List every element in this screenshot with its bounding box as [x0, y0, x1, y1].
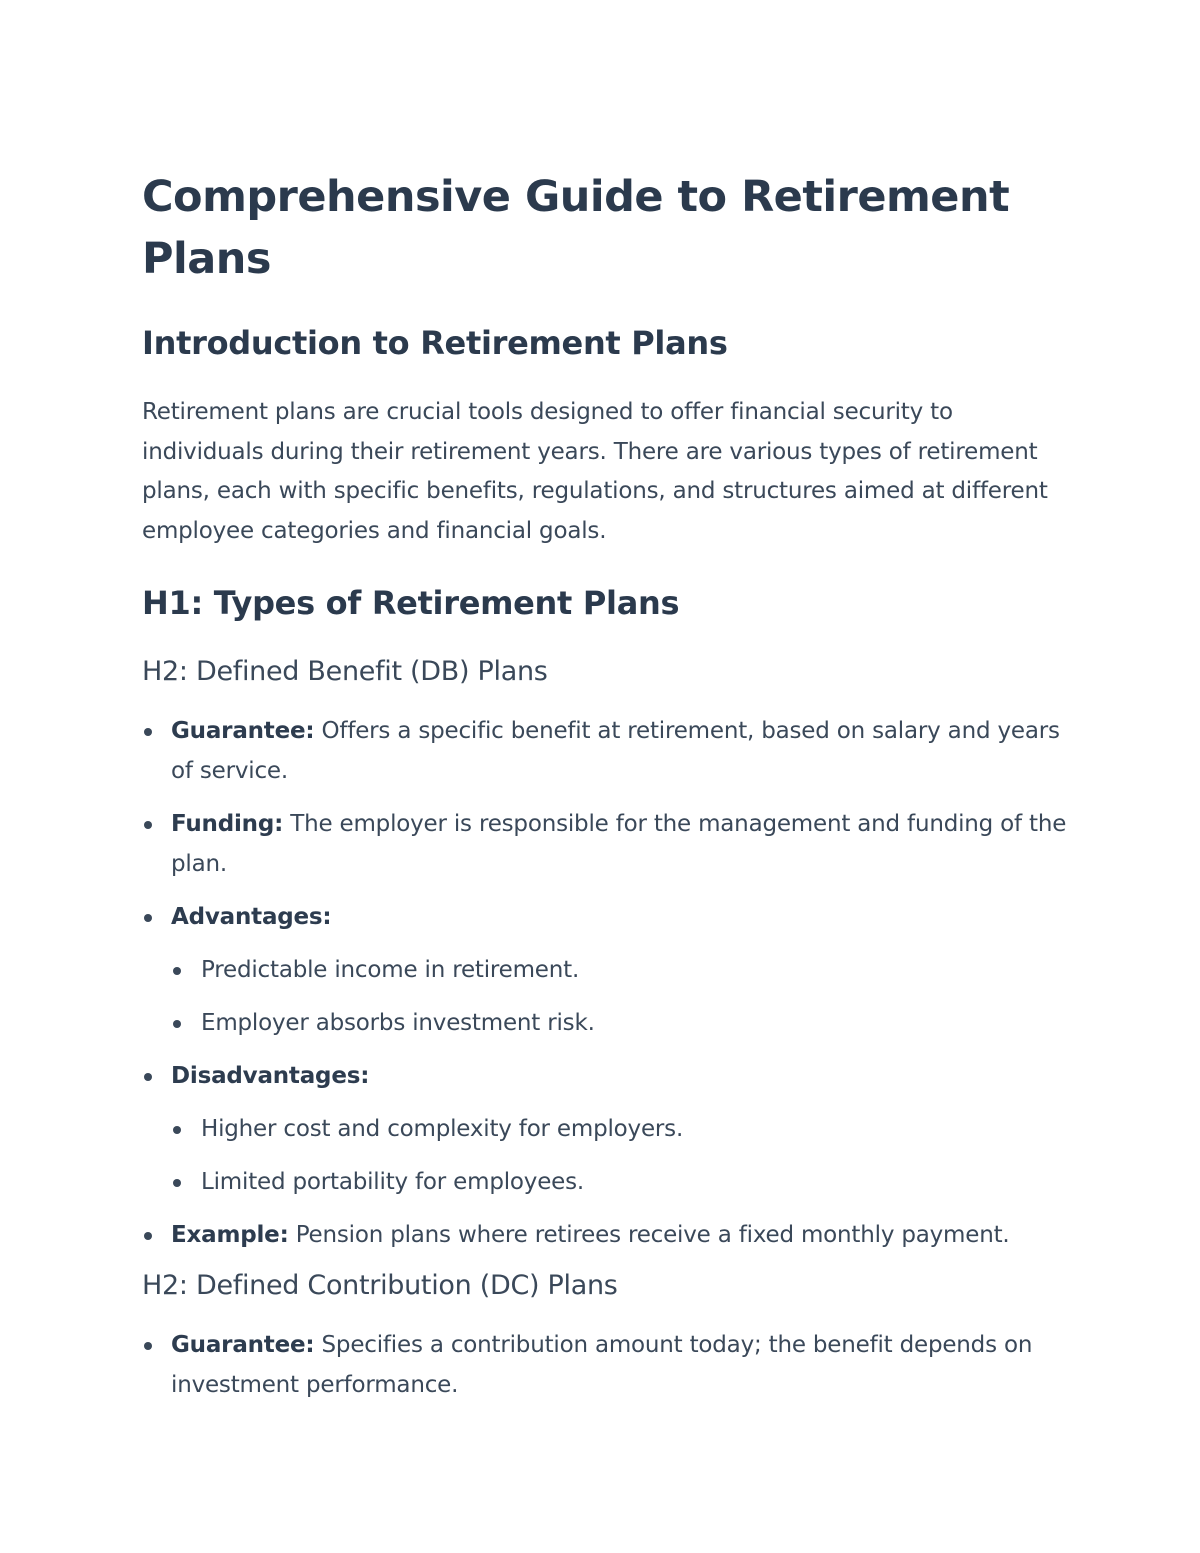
- db-example-label: Example:: [171, 1222, 289, 1248]
- list-item: Predictable income in retirement.: [171, 950, 1072, 990]
- document-title: Comprehensive Guide to Retirement Plans: [142, 172, 1010, 284]
- db-funding-item: [142, 804, 1072, 884]
- db-example-text: Pension plans where retirees receive a fixed monthly payment.: [288, 1222, 1010, 1248]
- db-guarantee-item: [142, 711, 1072, 791]
- intro-paragraph: Retirement plans are crucial tools designed to offer financial security to individuals during their retirement years. There are various types of retirement plans, each with specific benefits, regulations, and structures aimed at different employee categories and financial goals.: [142, 399, 1048, 544]
- intro-heading: Introduction to Retirement Plans: [142, 324, 728, 362]
- db-disadvantages-item: [142, 1056, 1072, 1202]
- dc-guarantee-item: [142, 1325, 1072, 1405]
- db-plans-heading: H2: Defined Benefit (DB) Plans: [142, 656, 548, 687]
- list-item: Limited portability for employees.: [171, 1162, 1072, 1202]
- db-guarantee-text: Offers a specific benefit at retirement, based on salary and years of service.: [171, 718, 1060, 784]
- dc-guarantee-text: Specifies a contribution amount today; the benefit depends on investment performance.: [171, 1332, 1033, 1398]
- types-heading: H1: Types of Retirement Plans: [142, 584, 680, 622]
- db-plans-list: [142, 711, 1072, 1255]
- db-guarantee-label: Guarantee:: [171, 718, 315, 744]
- db-funding-text: The employer is responsible for the management and funding of the plan.: [171, 811, 1067, 877]
- db-advantages-label: Advantages:: [171, 904, 332, 930]
- db-disadvantages-label: Disadvantages:: [171, 1063, 370, 1089]
- dc-guarantee-label: Guarantee:: [171, 1332, 315, 1358]
- db-advantages-item: [142, 897, 1072, 1043]
- db-disadvantages-list: [171, 1109, 1072, 1202]
- dc-plans-heading: H2: Defined Contribution (DC) Plans: [142, 1270, 618, 1301]
- db-funding-label: Funding:: [171, 811, 284, 837]
- list-item: Higher cost and complexity for employers.: [171, 1109, 1072, 1149]
- dc-plans-list: [142, 1325, 1072, 1405]
- document-page: [142, 166, 1072, 1418]
- db-advantages-list: [171, 950, 1072, 1043]
- list-item: Employer absorbs investment risk.: [171, 1003, 1072, 1043]
- db-example-item: [142, 1215, 1072, 1255]
